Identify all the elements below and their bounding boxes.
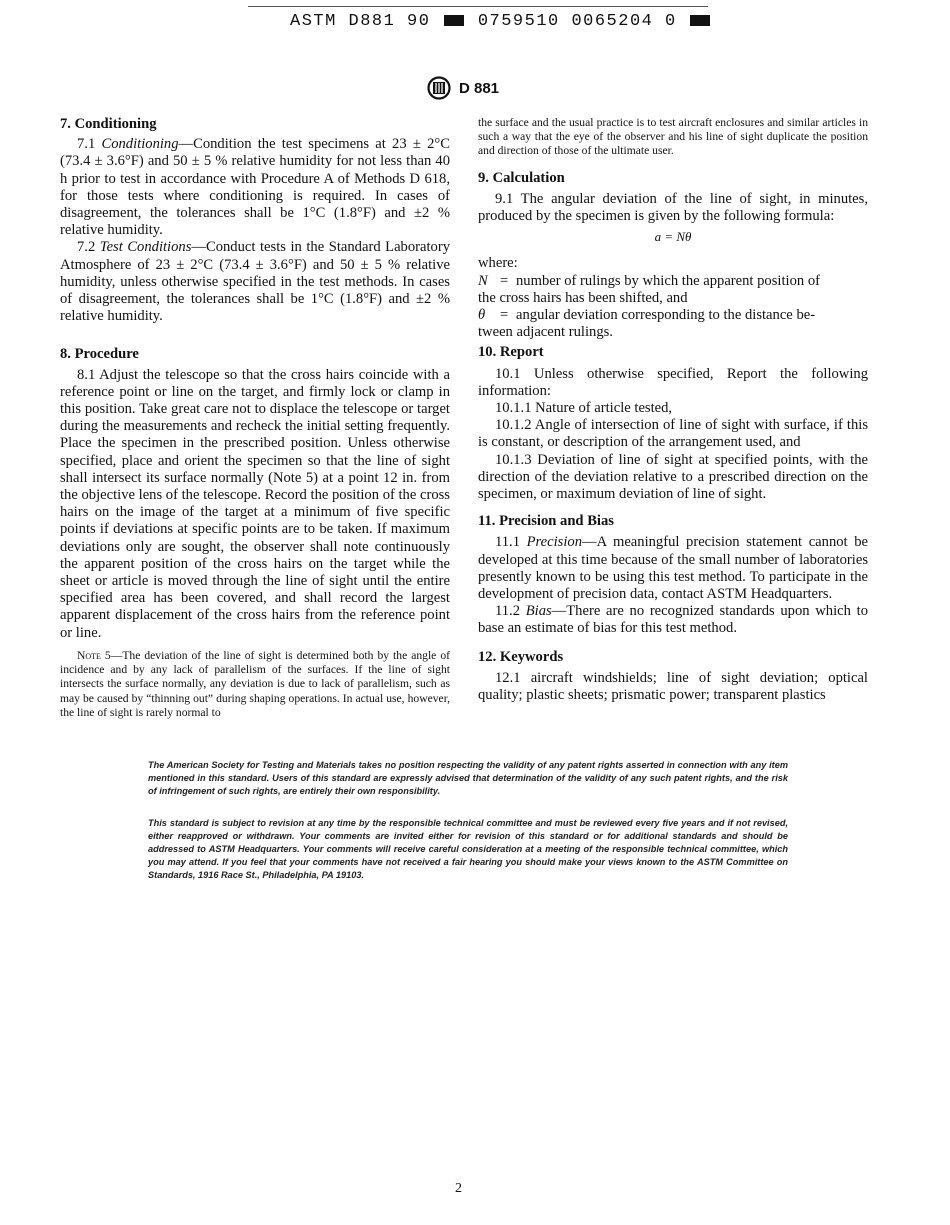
where-label: where: [478, 255, 518, 272]
definition-theta [478, 307, 868, 341]
section-7-2 [60, 239, 450, 325]
section-7-1-term: Conditioning [101, 136, 179, 153]
definition-symbol: θ [478, 307, 486, 324]
section-7-2-number: 7.2 [77, 239, 96, 256]
section-11-heading: 11. Precision and Bias [478, 513, 614, 530]
section-11-2 [478, 603, 868, 637]
page-number: 2 [455, 1181, 462, 1196]
black-block-icon [444, 15, 464, 26]
definition-text-cont: tween adjacent rulings. [478, 324, 613, 341]
definition-equals: = [500, 307, 509, 324]
section-11-1-number: 11.1 [495, 534, 520, 551]
note-5-continuation: the surface and the usual practice is to test aircraft enclosures and similar articles in such a way that the eye of the observer and his line of sight duplicate the position and direction of those of the ultimate user. [478, 116, 868, 158]
designation-number: D 881 [459, 79, 500, 97]
footer-patent-notice: The American Society for Testing and Materials takes no position respecting the validity of any patent rights asserted in connection with any item mentioned in this standard. Users of this standard are expressly advised that determination of the validity of any such patent rights, and the risk of infringement of such rights, are entirely their own responsibility. [148, 760, 788, 796]
footer-revision-notice: This standard is subject to revision at any time by the responsible technical committee and must be reviewed every five years and if not revised, either reapproved or withdrawn. Your comments are invited either for revision of this standard or for additional standards and should be addressed to ASTM Headquarters. Your comments will receive careful consideration at a meeting of the responsible technical committee, which you may attend. If you feel that your comments have not received a fair hearing you should make your views known to the ASTM Committee on Standards, 1916 Race St., Philadelphia, PA 19103. [148, 818, 788, 880]
section-8-heading: 8. Procedure [60, 346, 139, 363]
definition-text: angular deviation corresponding to the distance be- [516, 307, 816, 324]
definition-symbol: N [478, 272, 488, 289]
section-9-1: 9.1 The angular deviation of the line of sight, in minutes, produced by the specimen is given by the following formula: [478, 190, 868, 225]
formula: a = Nθ [654, 229, 692, 245]
section-11-1-term: Precision [526, 534, 583, 551]
section-10-heading: 10. Report [478, 344, 544, 361]
section-12-heading: 12. Keywords [478, 648, 564, 665]
section-7-2-text: —Conduct tests in the Standard Laboratory Atmosphere of 23 ± 2°C (73.4 ± 3.6°F) and 50 ± 5 % relative humidity, unless otherwise specified in the test methods. In cases of disagreement, the tolerances shall be 1°C (1.8°F) and ±2 % relative humidity. [60, 239, 450, 325]
section-10-1-2: 10.1.2 Angle of intersection of line of sight with surface, if this is constant, or description of the arrangement used, and [478, 417, 868, 451]
section-11-1-text: —A meaningful precision statement cannot be developed at this time because of the small number of laboratories presently known to be using this test method. To participate in the development of precision data, contact ASTM Headquarters. [478, 534, 868, 603]
note-5 [60, 649, 450, 720]
section-10-1-3: 10.1.3 Deviation of line of sight at specified points, with the direction of the deviation relative to a prescribed direction on the specimen, or maximum deviation of line of sight. [478, 451, 868, 503]
right-column [478, 116, 868, 704]
black-block-icon [690, 15, 710, 26]
code-left: ASTM D881 90 [290, 12, 431, 31]
section-10-1-1: 10.1.1 Nature of article tested, [495, 400, 673, 417]
section-11-2-text: —There are no recognized standards upon which to base an estimate of bias for this test method. [478, 603, 868, 637]
definition-text: number of rulings by which the apparent position of [516, 272, 820, 289]
code-right: 0759510 0065204 0 [477, 12, 677, 31]
section-7-1-number: 7.1 [77, 136, 96, 153]
section-11-1 [478, 534, 868, 603]
left-column [60, 116, 450, 720]
definition-N [478, 273, 868, 307]
section-11-2-number: 11.2 [495, 603, 520, 620]
section-7-1-text: —Condition the test specimens at 23 ± 2°C (73.4 ± 3.6°F) and 50 ± 5 % relative humidity for not less than 40 h prior to test in accordance with Procedure A of Methods D 618, for those tests where conditioning is required. In cases of disagreement, the tolerances shall be 1°C (1.8°F) and ±2 % relative humidity. [60, 136, 450, 239]
designation-header [427, 76, 499, 100]
astm-logo-icon [427, 76, 451, 100]
section-11-2-term: Bias [525, 603, 552, 620]
section-10-1: 10.1 Unless otherwise specified, Report the following information: [478, 365, 868, 399]
definition-text-cont: the cross hairs has been shifted, and [478, 289, 688, 306]
section-7-1 [60, 136, 450, 239]
section-12-1: 12.1 aircraft windshields; line of sight deviation; optical quality; plastic sheets; prismatic power; transparent plastics [478, 669, 868, 704]
note-5-label: Note 5 [77, 648, 111, 662]
note-5-text: —The deviation of the line of sight is determined both by the angle of incidence and by any lack of parallelism of the surfaces. If the line of sight intersects the surface normally, any deviation is due to lack of parallelism, such as may be caused by “thinning out” during shaping operations. In actual use, however, the line of sight is rarely normal to [60, 648, 450, 719]
header-rule [248, 6, 708, 7]
document-code [290, 12, 712, 31]
section-7-heading: 7. Conditioning [60, 116, 157, 132]
section-8-1: 8.1 Adjust the telescope so that the cross hairs coincide with a reference point or line on the target, and firmly lock or clamp in this position. Take great care not to displace the telescope or target during the measurements and recheck the initial setting frequently. Place the specimen in the prescribed position. Unless otherwise specified, place and orient the specimen so that the line of sight shall intersect its surface normally (Note 5) at a point 12 in. from the objective lens of the telescope. Record the position of the cross hairs on the image of the target at a minimum of five specific points if deviations at specific points are to be taken. If maximum deviations only are sought, the observer shall note continuously the apparent position of the cross hairs on the target while the sheet or article is moved through the line of sight until the entire specified area has been covered, and shall record the largest apparent displacement of the cross hairs from the reference point or line. [60, 366, 450, 641]
definition-list [478, 273, 868, 342]
section-9-heading: 9. Calculation [478, 169, 565, 186]
definition-equals: = [500, 272, 509, 289]
section-7-2-term: Test Conditions [99, 239, 192, 256]
